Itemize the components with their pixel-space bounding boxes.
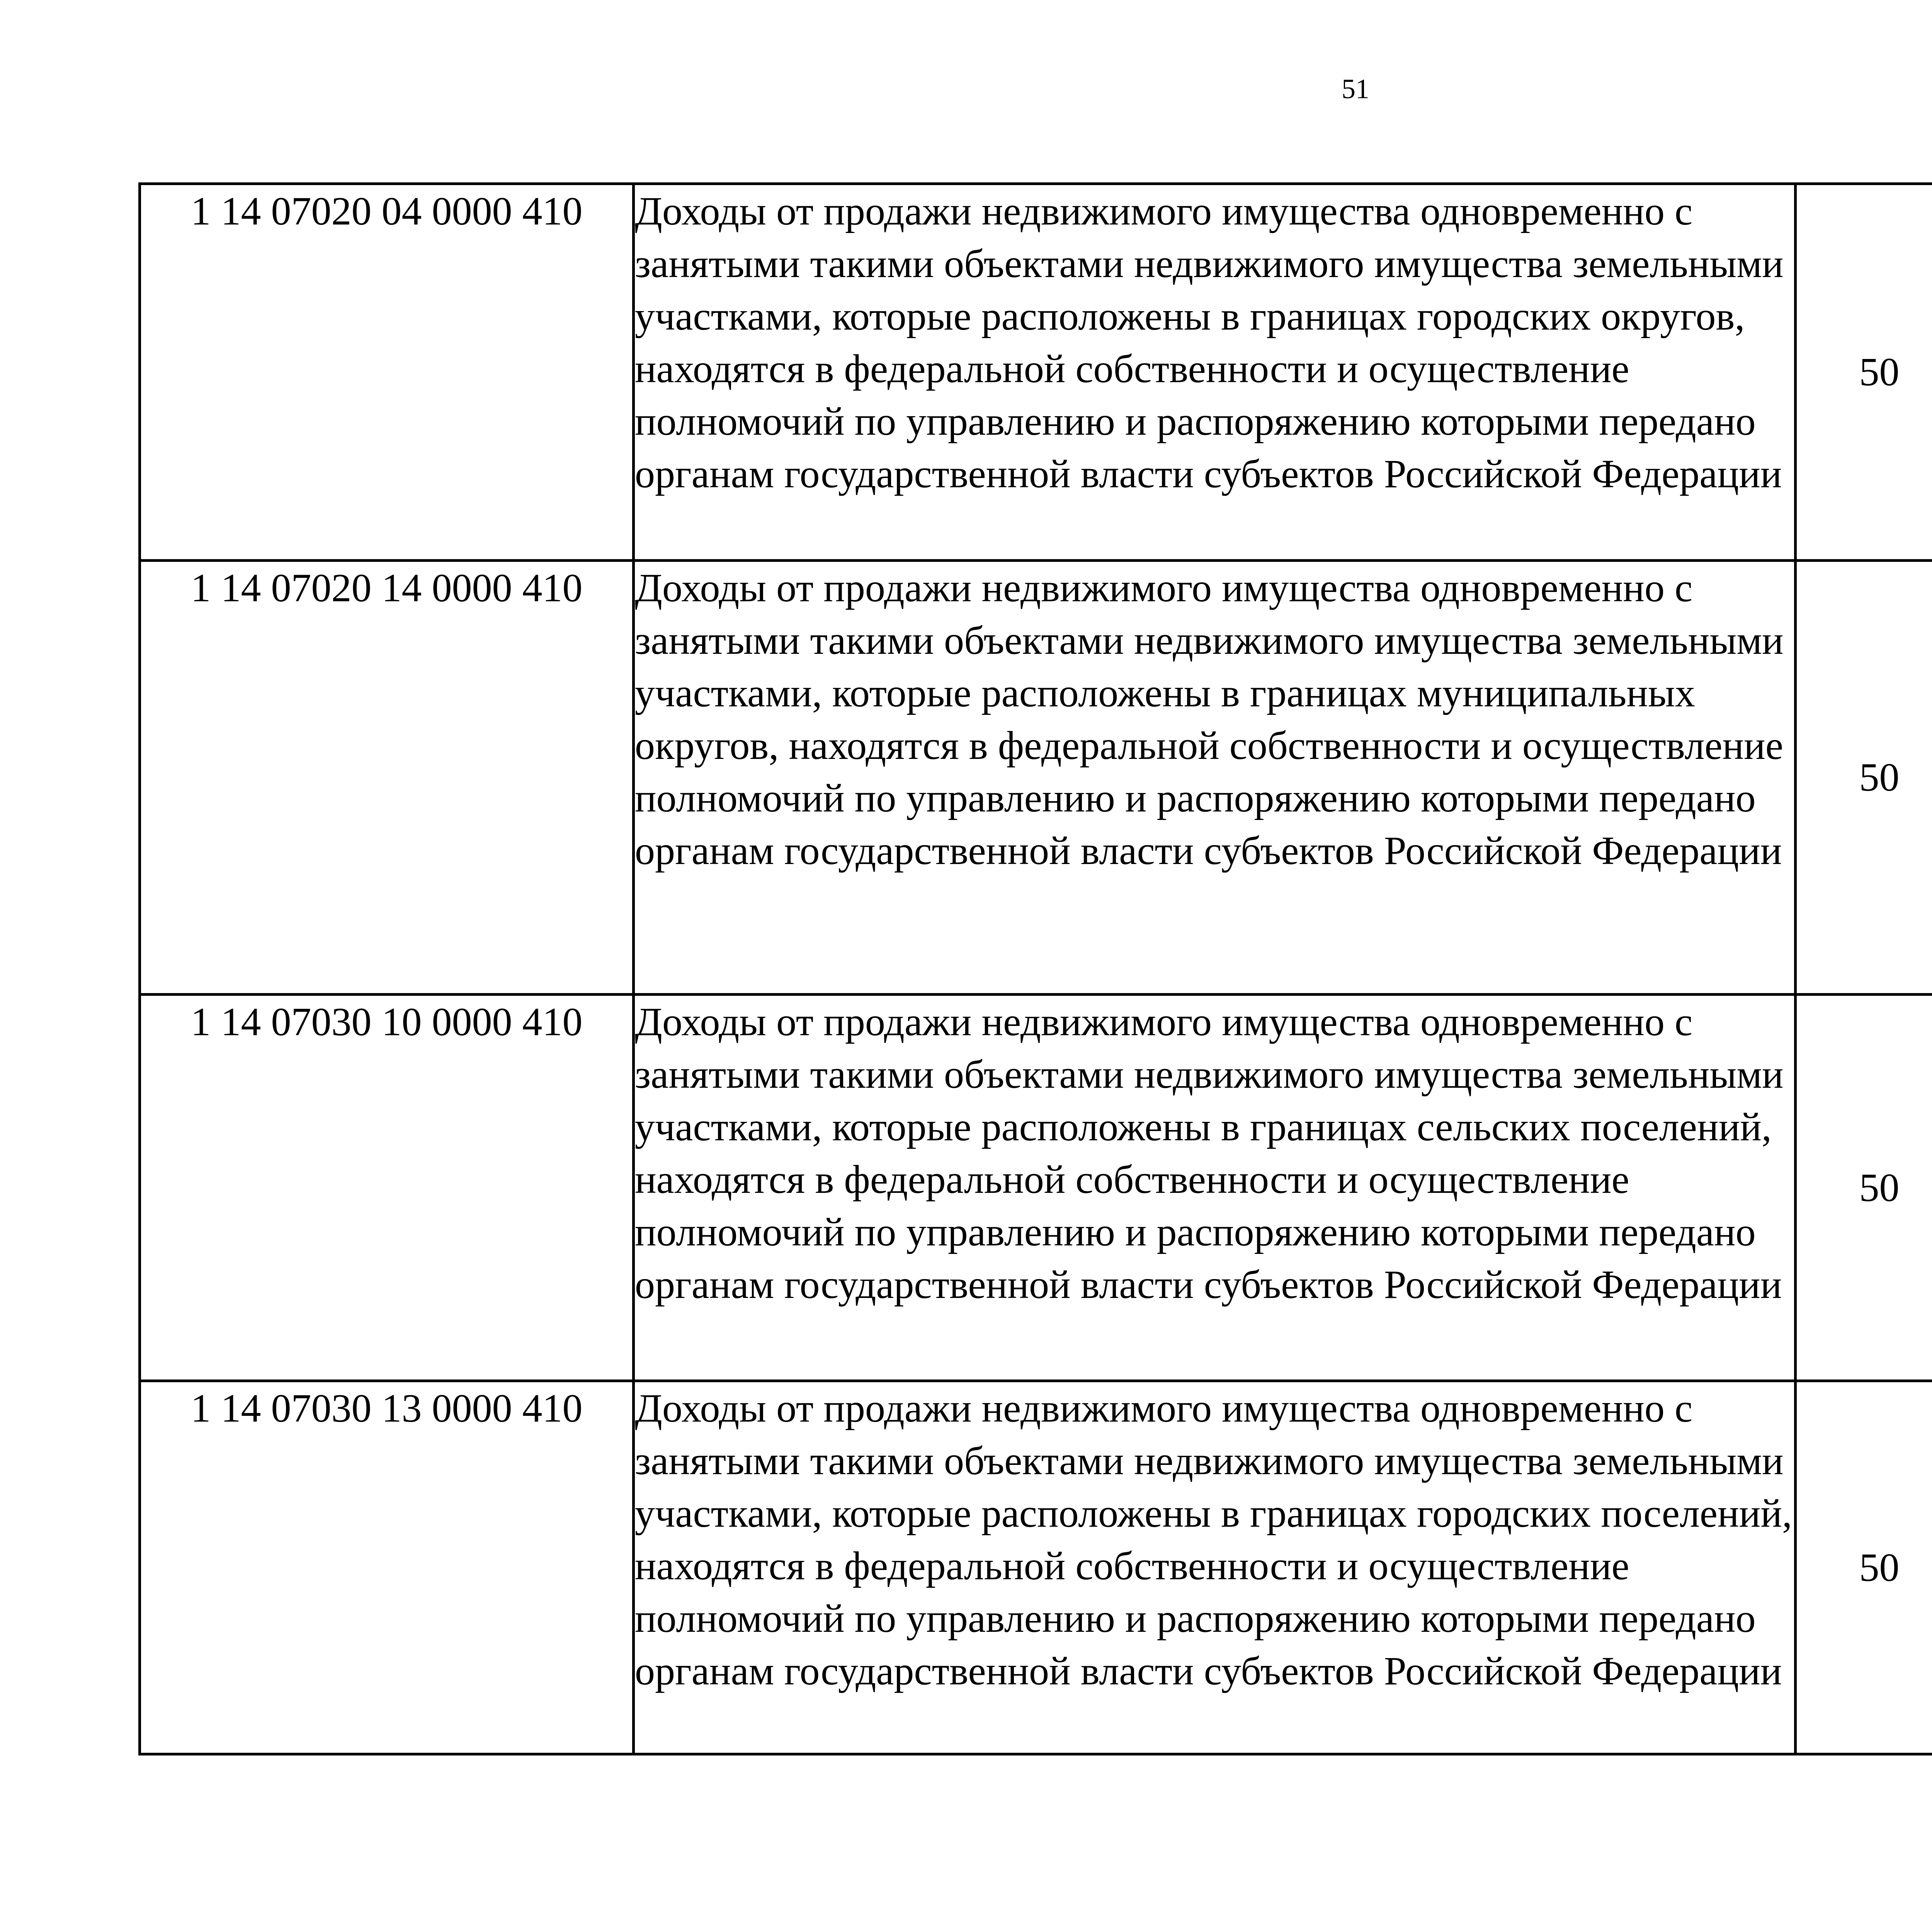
revenue-code: 1 14 07020 04 0000 410	[140, 184, 634, 561]
revenue-code: 1 14 07020 14 0000 410	[140, 561, 634, 995]
revenue-description: Доходы от продажи недвижимого имущества одновременно с занятыми такими объектами недвижимого имущества земельными участками, которые расположены в границах сельских поселений, находятся в федеральной собственности и осуществление полномочий по управлению и распоряжению которыми передано органам государственной власти субъектов Российской Федерации	[634, 995, 1796, 1381]
value-col-1: 50	[1796, 184, 1932, 561]
revenue-code: 1 14 07030 10 0000 410	[140, 995, 634, 1381]
table-row	[140, 995, 1932, 1381]
value-col-1: 50	[1796, 1381, 1932, 1754]
table-row	[140, 1381, 1932, 1754]
revenue-description: Доходы от продажи недвижимого имущества одновременно с занятыми такими объектами недвижимого имущества земельными участками, которые расположены в границах городских поселений, находятся в федеральной собственности и осуществление полномочий по управлению и распоряжению которыми передано органам государственной власти субъектов Российской Федерации	[634, 1381, 1796, 1754]
revenue-description: Доходы от продажи недвижимого имущества одновременно с занятыми такими объектами недвижимого имущества земельными участками, которые расположены в границах городских округов, находятся в федеральной собственности и осуществление полномочий по управлению и распоряжению которыми передано органам государственной власти субъектов Российской Федерации	[634, 184, 1796, 561]
value-col-1: 50	[1796, 561, 1932, 995]
table-row	[140, 561, 1932, 995]
value-col-1: 50	[1796, 995, 1932, 1381]
table-row	[140, 184, 1932, 561]
revenue-distribution-table	[138, 182, 1932, 1755]
revenue-description: Доходы от продажи недвижимого имущества одновременно с занятыми такими объектами недвижимого имущества земельными участками, которые расположены в границах муниципальных округов, находятся в федеральной собственности и осуществление полномочий по управлению и распоряжению которыми передано органам государственной власти субъектов Российской Федерации	[634, 561, 1796, 995]
page-number: 51	[1342, 73, 1369, 104]
revenue-code: 1 14 07030 13 0000 410	[140, 1381, 634, 1754]
